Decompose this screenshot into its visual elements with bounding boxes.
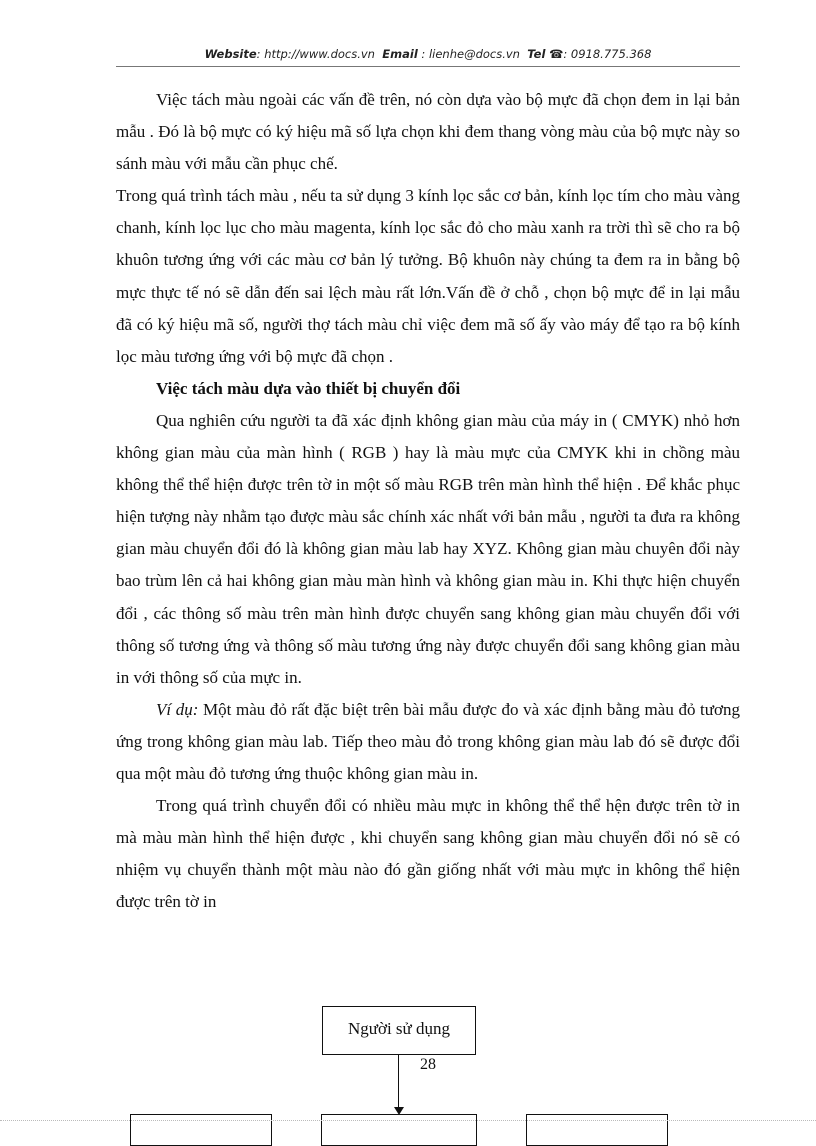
diagram-box-left — [130, 1114, 272, 1146]
header-divider — [116, 66, 740, 67]
document-body — [116, 84, 740, 918]
paragraph-4 — [116, 694, 740, 790]
page-header — [116, 47, 740, 61]
example-label: Ví dụ: — [156, 699, 199, 719]
page-number: 28 — [420, 1056, 436, 1073]
tel-value: : 0918.775.368 — [563, 47, 652, 61]
email-label: Email — [382, 47, 418, 61]
email-value: : lienhe@docs.vn — [421, 47, 520, 61]
paragraph-1: Việc tách màu ngoài các vấn đề trên, nó còn dựa vào bộ mực đã chọn đem in lại bản mẫu . Đó là bộ mực có ký hiệu mã số lựa chọn khi đem thang vòng màu của bộ mực này so sánh màu với mẫu cần phục chế. — [116, 90, 740, 174]
tel-label: Tel — [527, 47, 546, 61]
example-text: Một màu đỏ rất đặc biệt trên bài mẫu được đo và xác định bằng màu đỏ tương ứng trong không gian màu lab. Tiếp theo màu đỏ trong không gian màu lab đó sẽ được đổi qua một màu đỏ tương ứng thuộc không gian màu in. — [116, 699, 740, 783]
user-box-label: Người sử dụng — [347, 1019, 451, 1038]
paragraph-2: Trong quá trình tách màu , nếu ta sử dụng 3 kính lọc sắc cơ bản, kính lọc tím cho màu vàng chanh, kính lọc lục cho màu magenta, kính lọc sắc đỏ cho màu xanh ra trời thì sẽ cho ra bộ khuôn tương ứng với các màu cơ bản lý tưởng. Bộ khuôn này chúng ta đem ra in bằng bộ mực thực tế nó sẽ dẫn đến sai lệch màu rất lớn.Vấn đề ở chỗ , chọn bộ mực để in lại mẫu đã có ký hiệu mã số, người thợ tách màu chỉ việc đem mã số ấy vào máy để tạo ra bộ kính lọc màu tương ứng với bộ mực đã chọn . — [116, 186, 740, 366]
diagram-arrow — [398, 1055, 399, 1109]
phone-icon: ☎ — [549, 47, 564, 61]
diagram-box-center — [321, 1114, 477, 1146]
section-heading: Việc tách màu dựa vào thiết bị chuyển đổi — [156, 378, 461, 398]
diagram-user-box — [322, 1006, 476, 1055]
paragraph-5: Trong quá trình chuyển đổi có nhiều màu mực in không thể thể hện được trên tờ in mà màu màn hình thể hiện được , khi chuyển sang không gian màu chuyển đổi nó sẽ có nhiệm vụ chuyển thành một màu nào đó gần giống nhất với màu mực in không thể hiện được trên tờ in — [116, 796, 740, 912]
paragraph-3: Qua nghiên cứu người ta đã xác định không gian màu của máy in ( CMYK) nhỏ hơn không gian màu của màn hình ( RGB ) hay là màu mực của CMYK khi in chồng màu không thể thể hiện được trên tờ in một số màu RGB trên màn hình thể hiện . Để khắc phục hiện tượng này nhằm tạo được màu sắc chính xác nhất với bản mẫu , người ta đưa ra không gian màu chuyển đổi đó là không gian màu lab hay XYZ. Không gian màu chuyên đổi này bao trùm lên cả hai không gian màu màn hình và không gian màu in. Khi thực hiện chuyển đổi , các thông số màu trên màn hình được chuyển sang không gian màu chuyển đổi với thông số tương ứng và thông số màu tương ứng này được chuyển đổi sang không gian màu in với thông số của mực in. — [116, 410, 740, 687]
page-bottom-rule — [0, 1120, 816, 1121]
website-value: : http://www.docs.vn — [256, 47, 375, 61]
diagram-box-right — [526, 1114, 668, 1146]
website-label: Website — [204, 47, 257, 61]
